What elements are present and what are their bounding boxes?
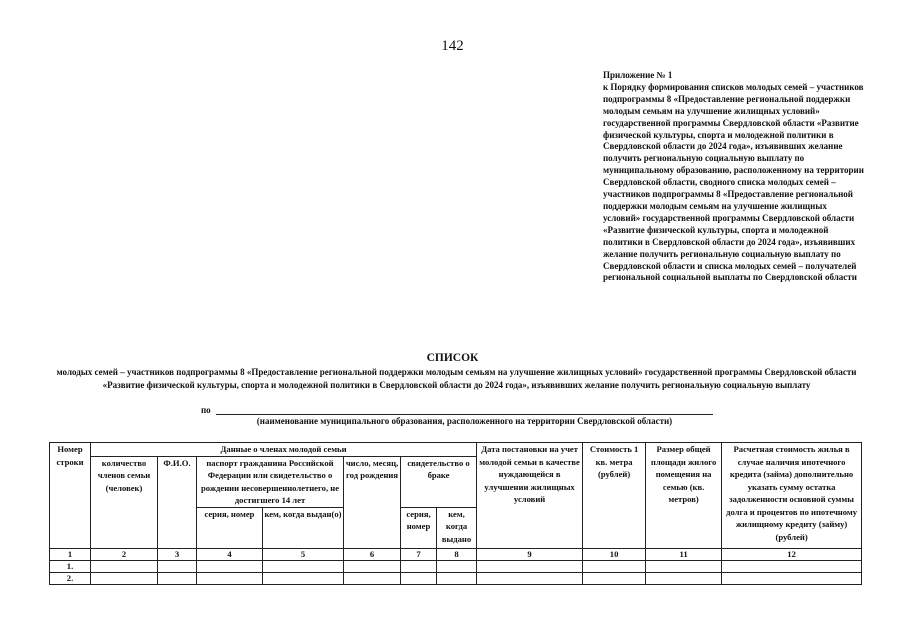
table-cell bbox=[158, 572, 197, 584]
table-cell bbox=[91, 560, 158, 572]
header-area: Размер общей площади жилого помещения на семью (кв. метров) bbox=[646, 443, 722, 549]
column-number: 7 bbox=[401, 548, 437, 560]
header-fio: Ф.И.О. bbox=[158, 456, 197, 548]
header-marriage-series: серия, номер bbox=[401, 507, 437, 548]
list-title: СПИСОК bbox=[426, 352, 479, 364]
table-cell bbox=[477, 572, 583, 584]
table-cell bbox=[197, 560, 263, 572]
table-cell bbox=[344, 572, 401, 584]
header-marriage-issued: кем, когда выдано bbox=[437, 507, 477, 548]
row-number: 2. bbox=[50, 572, 91, 584]
header-family-data: Данные о членах молодой семьи bbox=[91, 443, 477, 457]
column-number: 4 bbox=[197, 548, 263, 560]
table-cell bbox=[437, 560, 477, 572]
po-label: по bbox=[201, 405, 211, 415]
column-number: 8 bbox=[437, 548, 477, 560]
header-row-number: Номер строки bbox=[50, 443, 91, 549]
table-cell bbox=[583, 560, 646, 572]
table-cell bbox=[477, 560, 583, 572]
column-number: 5 bbox=[263, 548, 344, 560]
page-number: 142 bbox=[441, 38, 464, 54]
table-row bbox=[50, 572, 862, 584]
annex-title: Приложение № 1 bbox=[603, 70, 673, 80]
table-cell bbox=[722, 572, 862, 584]
header-passport-series: серия, номер bbox=[197, 507, 263, 548]
table-cell bbox=[646, 560, 722, 572]
table-cell bbox=[263, 572, 344, 584]
header-passport-issued: кем, когда выдан(о) bbox=[263, 507, 344, 548]
table-cell bbox=[401, 572, 437, 584]
row-number: 1. bbox=[50, 560, 91, 572]
header-sqm-cost: Стоимость 1 кв. метра (рублей) bbox=[583, 443, 646, 549]
list-subtitle: молодых семей – участников подпрограммы 8 «Предоставление региональной поддержки молодым семьям на улучшение жилищных условий» государственной программы Свердловской области «Развитие физической культуры, спорта и молодежной политики в Свердловской области до 2024 года», изъявивших желание получить региональную социальную выплату bbox=[56, 367, 857, 390]
table-row bbox=[50, 560, 862, 572]
municipality-fill-line bbox=[216, 414, 713, 415]
column-number: 2 bbox=[91, 548, 158, 560]
column-number: 10 bbox=[583, 548, 646, 560]
table-cell bbox=[583, 572, 646, 584]
annex-note bbox=[603, 70, 865, 284]
table-cell bbox=[646, 572, 722, 584]
column-number: 9 bbox=[477, 548, 583, 560]
table-cell bbox=[401, 560, 437, 572]
header-passport: паспорт гражданина Российской Федерации или свидетельство о рождении несовершеннолетнего, не достигшего 14 лет bbox=[197, 456, 344, 507]
column-number: 1 bbox=[50, 548, 91, 560]
header-members-count: количество членов семьи (человек) bbox=[91, 456, 158, 548]
table-cell bbox=[158, 560, 197, 572]
annex-text: к Порядку формирования списков молодых семей – участников подпрограммы 8 «Предоставление региональной поддержки молодым семьям на улучшение жилищных условий» государственной программы Свердловской области «Развитие физической культуры, спорта и молодежной политики в Свердловской области до 2024 года», изъявивших желание получить региональную социальную выплату по муниципальному образованию, расположенному на территории Свердловской области, сводного списка молодых семей – участников подпрограммы 8 «Предоставление региональной поддержки молодым семьям на улучшение жилищных условий» государственной программы Свердловской области «Развитие физической культуры, спорта и молодежной политики в Свердловской области до 2024 года», изъявивших желание получить региональную социальную выплату по Свердловской области и списка молодых семей – получателей региональной социальной выплаты по Свердловской области bbox=[603, 81, 864, 283]
table-cell bbox=[437, 572, 477, 584]
table-cell bbox=[722, 560, 862, 572]
header-registration-date: Дата постановки на учет молодой семьи в качестве нуждающейся в улучшении жилищных условий bbox=[477, 443, 583, 549]
table-cell bbox=[344, 560, 401, 572]
header-marriage-certificate: свидетельство о браке bbox=[401, 456, 477, 507]
table-cell bbox=[263, 560, 344, 572]
column-number: 3 bbox=[158, 548, 197, 560]
column-number: 11 bbox=[646, 548, 722, 560]
header-calc-cost: Расчетная стоимость жилья в случае наличия ипотечного кредита (займа) дополнительно указать сумму остатка задолженности основной суммы долга и процентов по ипотечному жилищному кредиту (займу) (рублей) bbox=[722, 443, 862, 549]
column-number: 12 bbox=[722, 548, 862, 560]
families-table bbox=[49, 442, 862, 585]
municipality-caption: (наименование муниципального образования, расположенного на территории Свердловской области) bbox=[256, 416, 673, 426]
table-cell bbox=[91, 572, 158, 584]
column-number: 6 bbox=[344, 548, 401, 560]
table-cell bbox=[197, 572, 263, 584]
header-birth-date: число, месяц, год рождения bbox=[344, 456, 401, 548]
